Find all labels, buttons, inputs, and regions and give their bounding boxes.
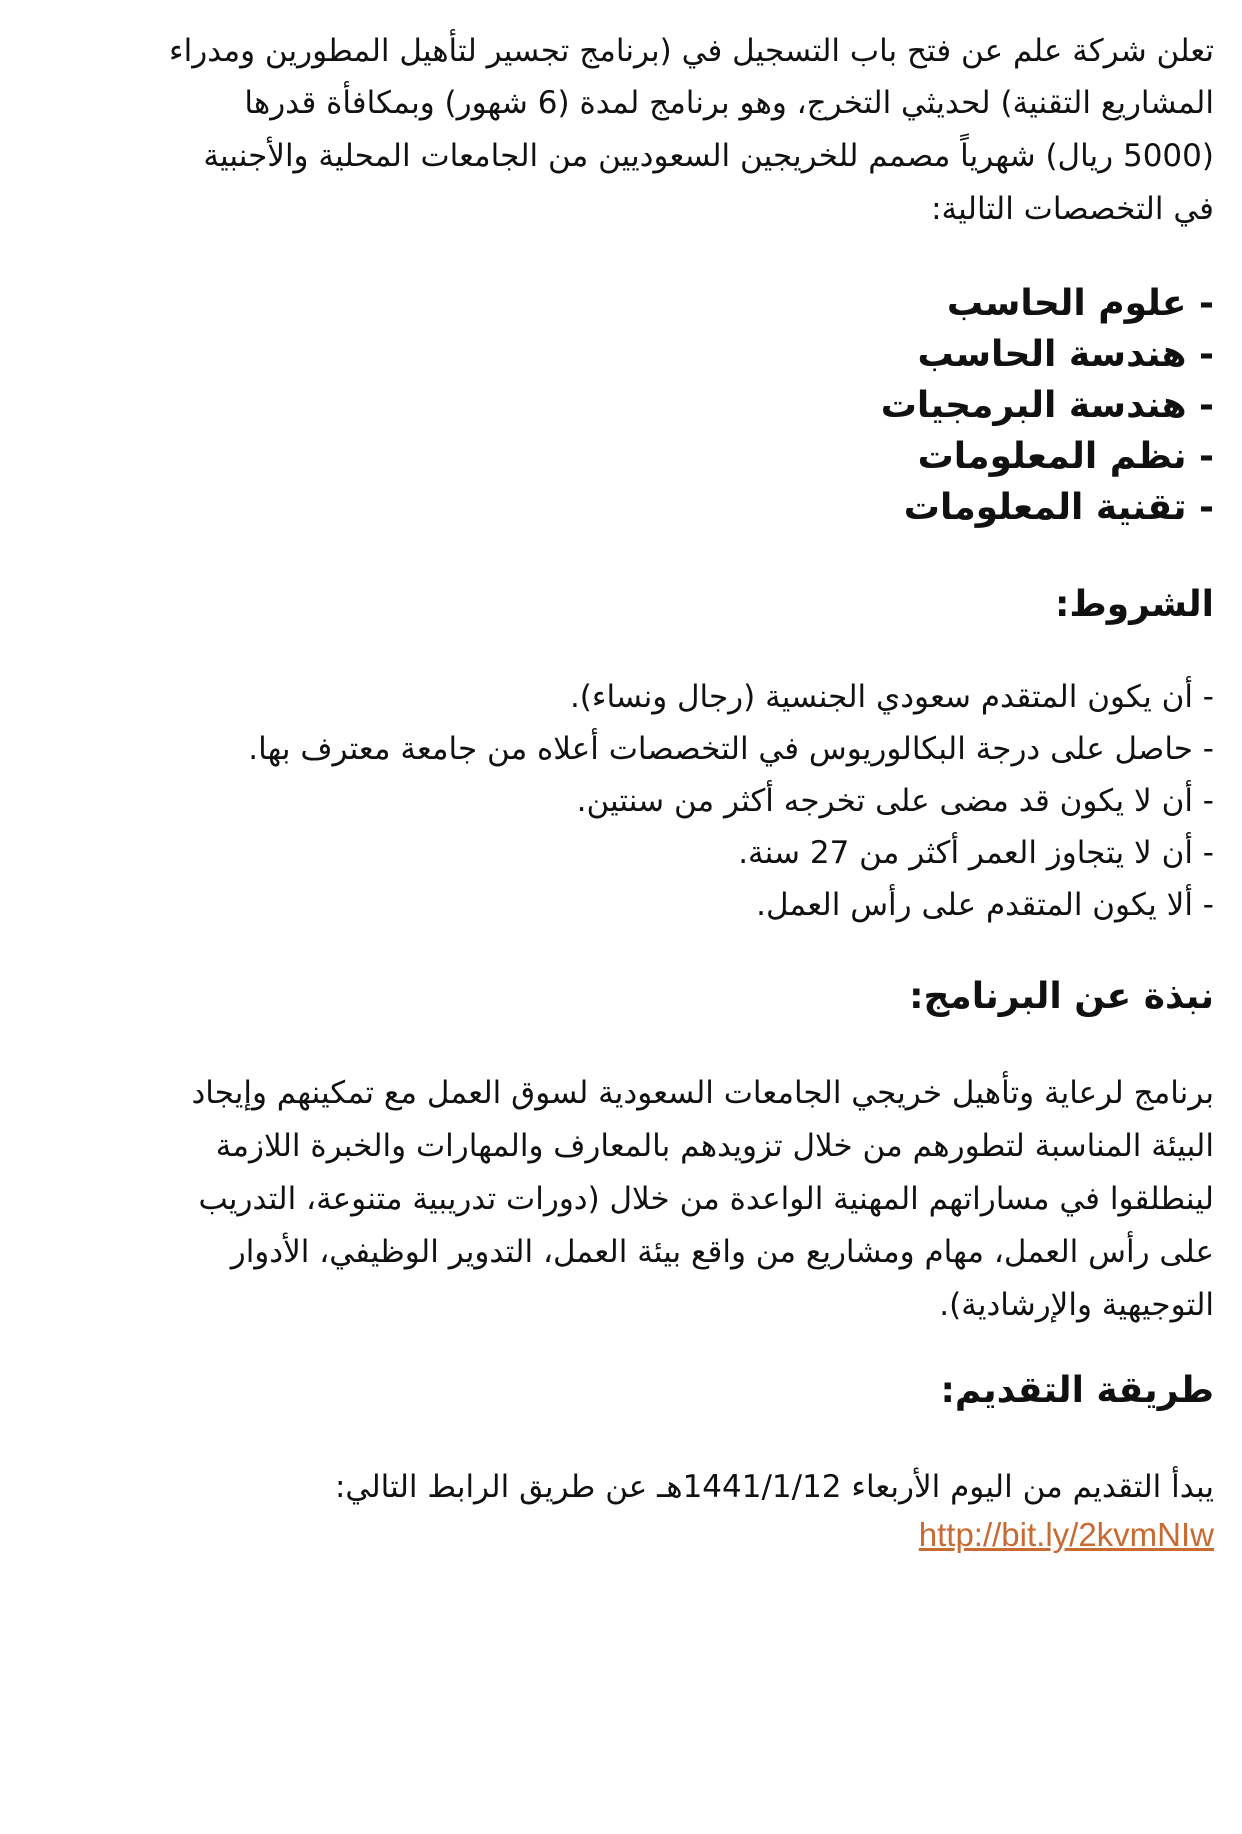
- intro-line: تعلن شركة علم عن فتح باب التسجيل في (برنامج تجسير لتأهيل المطورين ومدراء: [169, 33, 1214, 69]
- apply-text: يبدأ التقديم من اليوم الأربعاء 1441/1/12هـ عن طريق الرابط التالي:: [334, 1469, 1214, 1505]
- specialization-item: - هندسة البرمجيات: [880, 385, 1214, 426]
- about-line: لينطلقوا في مساراتهم المهنية الواعدة من خلال (دورات تدريبية متنوعة، التدريب: [198, 1181, 1214, 1217]
- condition-item: - أن لا يتجاوز العمر أكثر من 27 سنة.: [738, 835, 1214, 871]
- condition-item: - ألا يكون المتقدم على رأس العمل.: [756, 887, 1214, 923]
- condition-item: - حاصل على درجة البكالوريوس في التخصصات أعلاه من جامعة معترف بها.: [248, 731, 1214, 767]
- about-line: التوجيهية والإرشادية).: [939, 1287, 1214, 1323]
- conditions-heading: الشروط:: [1054, 584, 1214, 625]
- intro-line: (5000 ريال) شهرياً مصمم للخريجين السعوديين من الجامعات المحلية والأجنبية: [203, 138, 1214, 174]
- about-line: على رأس العمل، مهام ومشاريع من واقع بيئة العمل، التدوير الوظيفي، الأدوار: [230, 1234, 1214, 1270]
- specialization-item: - علوم الحاسب: [946, 283, 1214, 324]
- condition-item: - أن يكون المتقدم سعودي الجنسية (رجال ونساء).: [569, 679, 1214, 715]
- specialization-item: - هندسة الحاسب: [917, 334, 1214, 375]
- apply-link[interactable]: http://bit.ly/2kvmNIw: [918, 1516, 1214, 1553]
- intro-line: المشاريع التقنية) لحديثي التخرج، وهو برنامج لمدة (6 شهور) وبمكافأة قدرها: [244, 85, 1214, 121]
- intro-line: في التخصصات التالية:: [931, 191, 1214, 227]
- specialization-item: - نظم المعلومات: [917, 436, 1214, 477]
- about-line: برنامج لرعاية وتأهيل خريجي الجامعات السعودية لسوق العمل مع تمكينهم وإيجاد: [191, 1075, 1214, 1111]
- condition-item: - أن لا يكون قد مضى على تخرجه أكثر من سنتين.: [576, 783, 1214, 819]
- about-line: البيئة المناسبة لتطورهم من خلال تزويدهم بالمعارف والمهارات والخبرة اللازمة: [215, 1128, 1214, 1164]
- about-heading: نبذة عن البرنامج:: [909, 976, 1214, 1017]
- specialization-item: - تقنية المعلومات: [903, 487, 1214, 528]
- apply-heading: طريقة التقديم:: [940, 1370, 1214, 1411]
